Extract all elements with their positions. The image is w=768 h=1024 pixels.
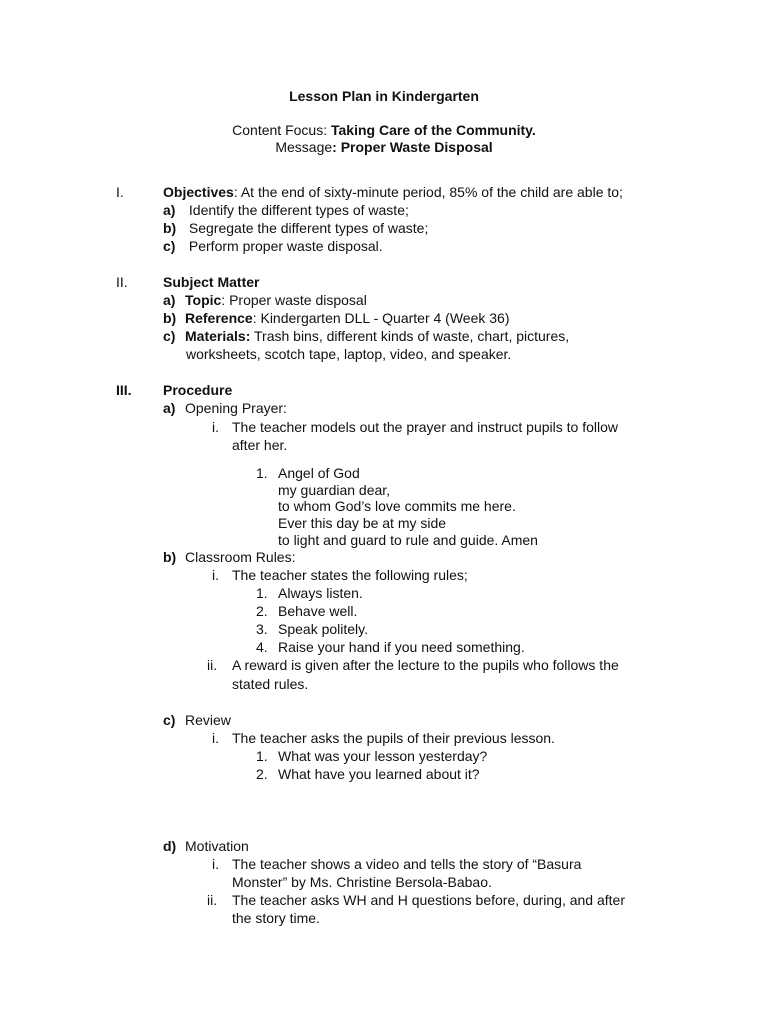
question-number: 2. — [256, 766, 268, 782]
rule-number: 4. — [256, 639, 268, 655]
list-marker: b) — [163, 310, 177, 326]
roman-marker: i. — [212, 419, 219, 435]
procedure-heading: Procedure — [163, 382, 233, 398]
reference-label: Reference — [185, 310, 253, 326]
review-line — [163, 711, 231, 729]
objectives-intro: : At the end of sixty-minute period, 85% of the child are able to; — [233, 184, 623, 200]
list-item — [163, 201, 409, 219]
reference-line — [163, 309, 510, 327]
subject-matter-heading: Subject Matter — [163, 274, 260, 290]
prayer-line: Ever this day be at my side — [278, 515, 447, 531]
roman-marker: i. — [212, 730, 219, 746]
prayer-number: 1. — [256, 465, 268, 481]
roman-marker: i. — [212, 856, 219, 872]
message-label: Message — [275, 139, 333, 155]
question-number: 1. — [256, 748, 268, 764]
materials-line — [163, 327, 569, 345]
rule-text: Speak politely. — [278, 621, 369, 637]
list-item-text: Segregate the different types of waste; — [188, 220, 429, 236]
opening-prayer-instruction-cont: after her. — [232, 437, 288, 453]
review-instruction: The teacher asks the pupils of their previous lesson. — [232, 730, 555, 746]
list-marker: a) — [163, 400, 176, 416]
rule-number: 1. — [256, 585, 268, 601]
review-label: Review — [185, 712, 231, 728]
list-marker: b) — [163, 220, 177, 236]
opening-prayer-line — [163, 399, 287, 417]
objectives-heading: Objectives — [163, 184, 234, 200]
objectives-line — [163, 183, 623, 201]
classroom-rules-line — [163, 548, 295, 566]
reference-text: : Kindergarten DLL - Quarter 4 (Week 36) — [252, 310, 510, 326]
list-marker: c) — [163, 328, 176, 344]
classroom-rules-label: Classroom Rules: — [185, 549, 296, 565]
topic-text: : Proper waste disposal — [221, 292, 367, 308]
prayer-line: Angel of God — [278, 465, 360, 481]
list-marker: c) — [163, 712, 176, 728]
message-value: : Proper Waste Disposal — [332, 139, 493, 155]
reward-text-cont: stated rules. — [232, 676, 309, 692]
question-text: What have you learned about it? — [278, 766, 480, 782]
list-item — [163, 219, 428, 237]
motivation-instruction-cont: Monster” by Ms. Christine Bersola-Babao. — [232, 874, 492, 890]
rule-text: Always listen. — [278, 585, 363, 601]
motivation-line — [163, 837, 249, 855]
content-focus — [0, 121, 768, 139]
roman-marker: ii. — [207, 657, 218, 673]
procedure-numeral: III. — [116, 382, 132, 398]
opening-prayer-instruction: The teacher models out the prayer and instruct pupils to follow — [232, 419, 618, 435]
topic-label: Topic — [185, 292, 222, 308]
question-text: What was your lesson yesterday? — [278, 748, 488, 764]
list-marker: a) — [163, 292, 176, 308]
page-title: Lesson Plan in Kindergarten — [289, 88, 479, 104]
rule-text: Behave well. — [278, 603, 358, 619]
list-item-text: Identify the different types of waste; — [188, 202, 409, 218]
reward-text: A reward is given after the lecture to the pupils who follows the — [232, 657, 619, 673]
content-focus-label: Content Focus: — [232, 122, 331, 138]
rule-number: 3. — [256, 621, 268, 637]
list-marker: c) — [163, 238, 176, 254]
content-focus-value: Taking Care of the Community. — [330, 122, 536, 138]
rule-number: 2. — [256, 603, 268, 619]
roman-marker: ii. — [207, 892, 218, 908]
list-marker: a) — [163, 202, 176, 218]
subject-matter-numeral: II. — [116, 274, 128, 290]
objectives-numeral: I. — [116, 184, 124, 200]
roman-marker: i. — [212, 567, 219, 583]
motivation-questions-cont: the story time. — [232, 910, 320, 926]
materials-text: Trash bins, different kinds of waste, chart, pictures, — [250, 328, 570, 344]
opening-prayer-label: Opening Prayer: — [185, 400, 287, 416]
motivation-instruction: The teacher shows a video and tells the story of “Basura — [232, 856, 582, 872]
list-marker: b) — [163, 549, 177, 565]
motivation-label: Motivation — [185, 838, 249, 854]
message — [0, 138, 768, 156]
prayer-line: to light and guard to rule and guide. Amen — [278, 532, 538, 548]
materials-label: Materials: — [185, 328, 251, 344]
prayer-line: to whom God’s love commits me here. — [278, 498, 516, 514]
list-item — [163, 237, 383, 255]
prayer-line: my guardian dear, — [278, 482, 391, 498]
list-marker: d) — [163, 838, 177, 854]
materials-continued: worksheets, scotch tape, laptop, video, and speaker. — [186, 346, 512, 362]
classroom-rules-instruction: The teacher states the following rules; — [232, 567, 468, 583]
topic-line — [163, 291, 367, 309]
motivation-questions: The teacher asks WH and H questions before, during, and after — [232, 892, 625, 908]
rule-text: Raise your hand if you need something. — [278, 639, 525, 655]
list-item-text: Perform proper waste disposal. — [188, 238, 383, 254]
